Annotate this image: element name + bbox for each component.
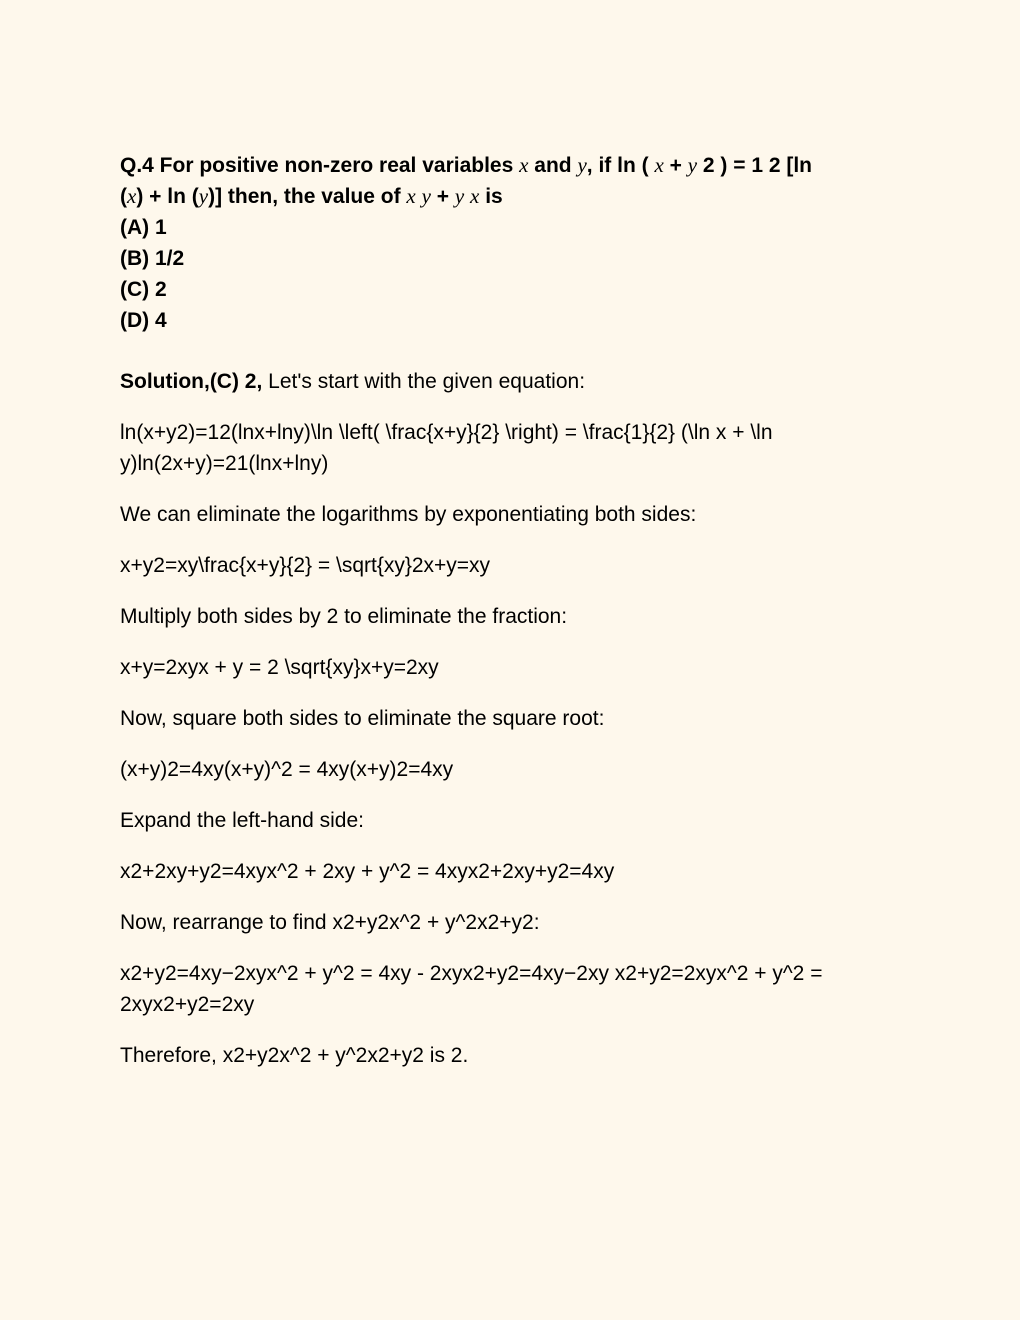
solution-paragraph: Multiply both sides by 2 to eliminate the fraction: [120,605,568,628]
option-b: (B) 1/2 [120,247,185,270]
solution-paragraph: Now, rearrange to find x2+y2x^2 + y^2x2+y2: [120,911,540,934]
solution-intro [120,366,900,397]
question-line-1 [120,150,900,181]
math-var: y [577,153,587,177]
math-var: y [421,184,431,208]
solution-conclusion: Therefore, x2+y2x^2 + y^2x2+y2 is 2. [120,1044,469,1067]
math-var: x [406,184,416,208]
question-text: ( [120,185,127,208]
option-a: (A) 1 [120,216,167,239]
math-var: x [654,153,664,177]
content-block [120,150,900,1071]
math-var: x [470,184,480,208]
question-text: 2 ) = 1 2 [ln [697,154,813,177]
solution-paragraph: We can eliminate the logarithms by exponentiating both sides: [120,503,697,526]
question-text: and [528,154,578,177]
question-text: + [663,154,688,177]
question-text: is [479,185,503,208]
math-var: y [687,153,698,177]
question-text: + [430,185,455,208]
solution-paragraph: Now, square both sides to eliminate the square root: [120,707,605,730]
solution-paragraph: ln(x+y2)=12(lnx+lny)\ln \left( \frac{x+y}{2} \right) = \frac{1}{2} (\ln x + \ln y)ln(2x+y)=21(lnx+lny) [120,421,773,475]
solution-paragraph: x+y=2xyx + y = 2 \sqrt{xy}x+y=2xy [120,656,439,679]
option-d: (D) 4 [120,309,167,332]
solution-paragraph: x+y2=xy\frac{x+y}{2} = \sqrt{xy}2x+y=xy [120,554,491,577]
question-text: Q.4 For positive non-zero real variables [120,154,520,177]
question-text: )] then, the value of [208,185,407,208]
solution-paragraph: Expand the left-hand side: [120,809,365,832]
math-var: y [454,184,465,208]
math-var: x [127,184,137,208]
solution-intro-text: Let's start with the given equation: [262,370,586,393]
solution-paragraph: (x+y)2=4xy(x+y)^2 = 4xy(x+y)2=4xy [120,758,454,781]
option-c: (C) 2 [120,278,167,301]
solution-label: Solution,(C) 2, [120,370,263,393]
question-line-2 [120,181,900,212]
math-var: y [198,184,209,208]
solution-paragraph: x2+2xy+y2=4xyx^2 + 2xy + y^2 = 4xyx2+2xy+y2=4xy [120,860,615,883]
question-text: , if ln ( [586,154,655,177]
math-var: x [519,153,529,177]
question-text: ) + ln ( [136,185,199,208]
solution-paragraph: x2+y2=4xy−2xyx^2 + y^2 = 4xy - 2xyx2+y2=4xy−2xy x2+y2=2xyx^2 + y^2 = 2xyx2+y2=2xy [120,962,823,1016]
